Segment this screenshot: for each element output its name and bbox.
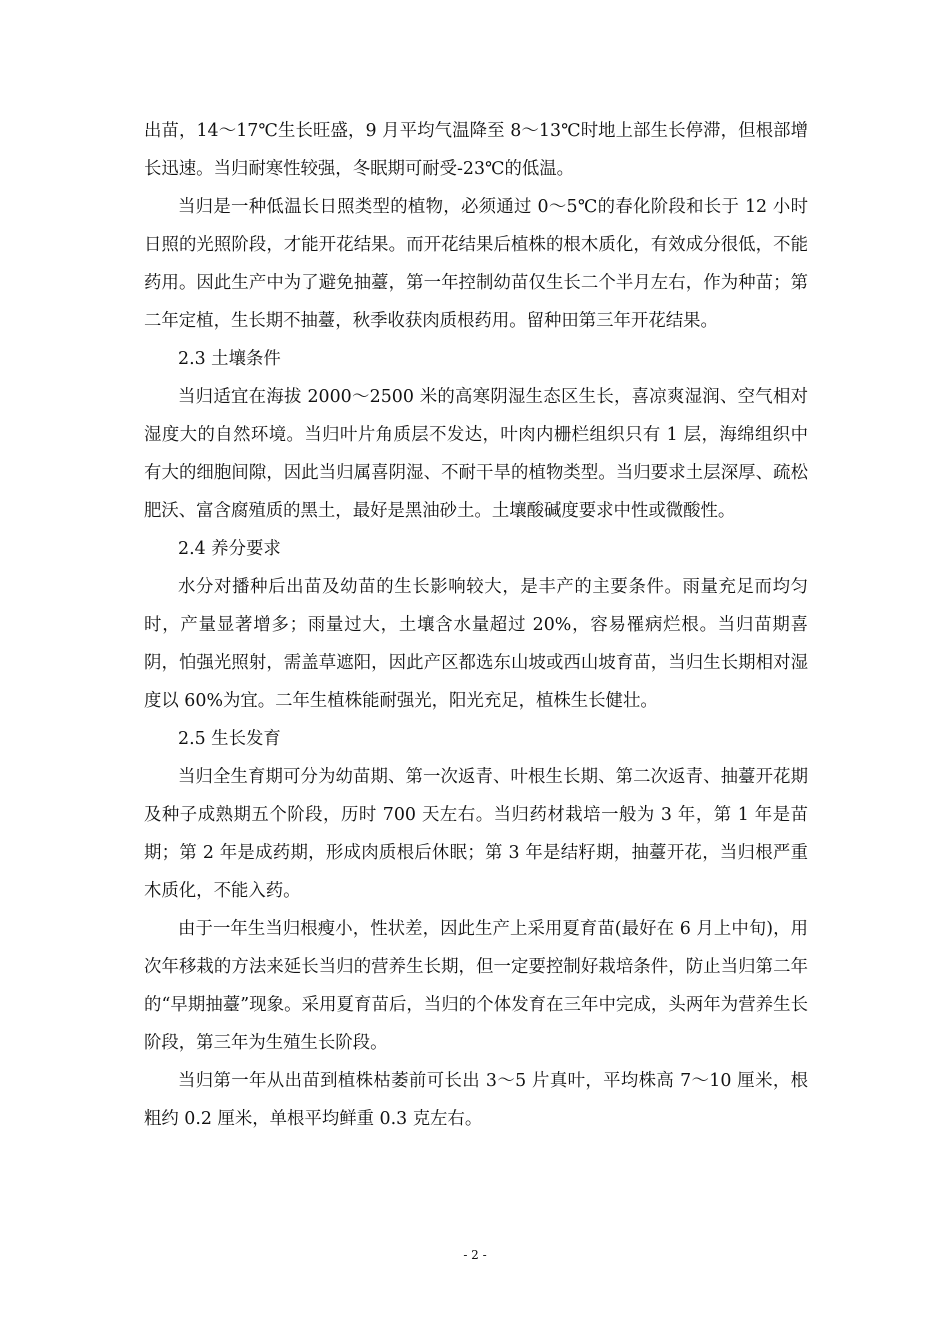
paragraph-summer-seedling: 由于一年生当归根瘦小，性状差，因此生产上采用夏育苗(最好在 6 月上中旬)，用次年移栽的方法来延长当归的营养生长期，但一定要控制好栽培条件，防止当归第二年的“早期抽薹”现象。采用夏育苗后，当归的个体发育在三年中完成，头两年为营养生长阶段，第三年为生殖生长阶段。 [144, 919, 808, 1053]
paragraph-soil-conditions: 当归适宜在海拔 2000～2500 米的高寒阴湿生态区生长，喜凉爽湿润、空气相对湿度大的自然环境。当归叶片角质层不发达，叶肉内栅栏组织只有 1 层，海绵组织中有大的细胞间隙，因此当归属喜阴湿、不耐干旱的植物类型。当归要求土层深厚、疏松肥沃、富含腐殖质的黑土，最好是黑油砂土。土壤酸碱度要求中性或微酸性。 [144, 387, 808, 521]
paragraph-growth-stages: 当归全生育期可分为幼苗期、第一次返青、叶根生长期、第二次返青、抽薹开花期及种子成熟期五个阶段，历时 700 天左右。当归药材栽培一般为 3 年，第 1 年是苗期；第 2 年是成药期，形成肉质根后休眠；第 3 年是结籽期，抽薹开花，当归根严重木质化，不能入药。 [144, 767, 808, 901]
paragraph-first-year-growth: 当归第一年从出苗到植株枯萎前可长出 3～5 片真叶，平均株高 7～10 厘米，根粗约 0.2 厘米，单根平均鲜重 0.3 克左右。 [144, 1071, 808, 1129]
paragraph-vernalization: 当归是一种低温长日照类型的植物，必须通过 0～5℃的春化阶段和长于 12 小时日照的光照阶段，才能开花结果。而开花结果后植株的根木质化，有效成分很低，不能药用。因此生产中为了避免抽薹，第一年控制幼苗仅生长二个半月左右，作为种苗；第二年定植，生长期不抽薹，秋季收获肉质根药用。留种田第三年开花结果。 [144, 197, 808, 331]
paragraph-water-requirements: 水分对播种后出苗及幼苗的生长影响较大，是丰产的主要条件。雨量充足而均匀时，产量显著增多；雨量过大，土壤含水量超过 20%，容易罹病烂根。当归苗期喜阴，怕强光照射，需盖草遮阳，因此产区都选东山坡或西山坡育苗，当归生长期相对湿度以 60%为宜。二年生植株能耐强光，阳光充足，植株生长健壮。 [144, 577, 808, 711]
section-heading-nutrients: 2.4 养分要求 [178, 539, 281, 559]
section-heading-growth: 2.5 生长发育 [178, 729, 281, 749]
paragraph-climate-continued: 出苗，14～17℃生长旺盛，9 月平均气温降至 8～13℃时地上部生长停滞，但根部增长迅速。当归耐寒性较强，冬眠期可耐受-23℃的低温。 [144, 121, 808, 179]
section-heading-soil: 2.3 土壤条件 [178, 349, 281, 369]
document-body [144, 112, 808, 1138]
page-number: - 2 - [463, 1248, 487, 1262]
